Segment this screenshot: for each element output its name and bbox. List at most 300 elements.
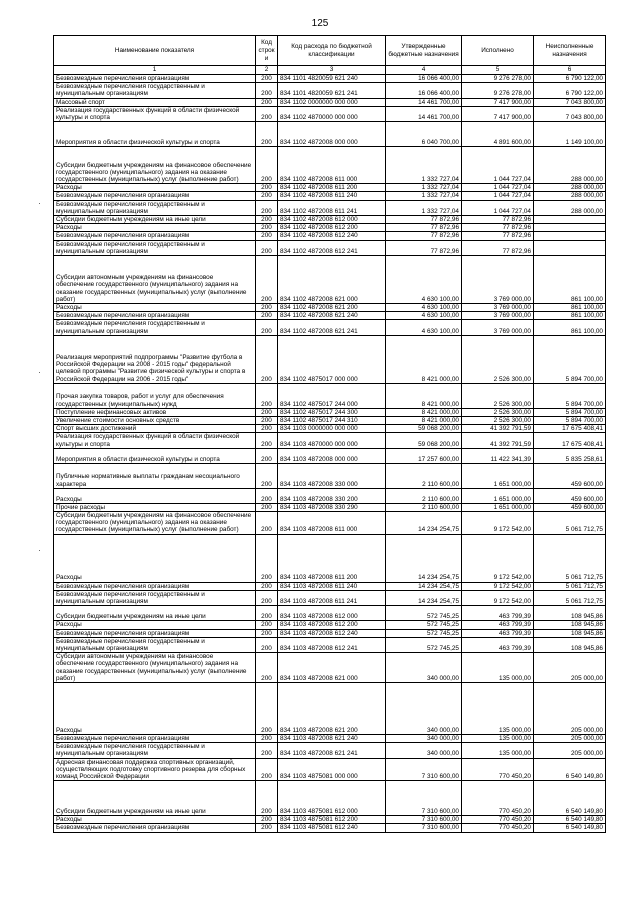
row-line-code: 200	[256, 621, 278, 629]
row-name: Безвозмездные перечисления государственным и муниципальным организациям	[54, 83, 256, 98]
row-budget-code: 834 1103 4872008 611 200	[278, 534, 386, 582]
row-name: Прочие расходы	[54, 503, 256, 511]
row-name: Безвозмездные перечисления организациям	[54, 192, 256, 200]
row-executed: 3 769 000,00	[462, 304, 534, 312]
table-row	[54, 512, 606, 535]
row-executed: 77 872,96	[462, 232, 534, 240]
row-executed: 463 799,39	[462, 606, 534, 621]
row-name: Безвозмездные перечисления организациям	[54, 75, 256, 83]
row-name: Мероприятия в области физической культуры и спорта	[54, 448, 256, 463]
row-approved: 572 745,25	[386, 637, 462, 652]
row-unexecuted: 6 540 149,80	[534, 816, 606, 824]
row-line-code: 200	[256, 312, 278, 320]
table-row	[54, 192, 606, 200]
row-executed: 77 872,96	[462, 216, 534, 224]
row-line-code: 200	[256, 256, 278, 304]
row-budget-code: 834 1103 4872008 621 200	[278, 682, 386, 734]
row-approved: 2 110 600,00	[386, 463, 462, 488]
table-row	[54, 304, 606, 312]
row-budget-code: 834 1103 4872008 000 000	[278, 448, 386, 463]
row-approved: 8 421 000,00	[386, 417, 462, 425]
row-executed: 770 450,20	[462, 781, 534, 816]
table-row	[54, 653, 606, 683]
row-budget-code: 834 1102 4875017 244 310	[278, 417, 386, 425]
column-index: 5	[462, 66, 534, 75]
row-approved: 14 234 254,75	[386, 590, 462, 605]
table-row	[54, 83, 606, 98]
row-unexecuted: 459 600,00	[534, 488, 606, 503]
row-line-code: 200	[256, 534, 278, 582]
table-row	[54, 433, 606, 448]
row-unexecuted: 1 149 100,00	[534, 122, 606, 147]
row-name: Реализация государственных функций в области физической культуры и спорта	[54, 433, 256, 448]
row-unexecuted: 108 945,86	[534, 637, 606, 652]
row-budget-code: 834 1102 4872008 621 241	[278, 320, 386, 335]
table-row	[54, 425, 606, 433]
row-unexecuted: 6 540 149,80	[534, 824, 606, 832]
row-approved: 59 068 200,00	[386, 425, 462, 433]
row-approved: 77 872,96	[386, 224, 462, 232]
row-budget-code: 834 1102 4872008 621 000	[278, 256, 386, 304]
row-executed: 1 651 000,00	[462, 463, 534, 488]
row-name: Расходы	[54, 488, 256, 503]
row-line-code: 200	[256, 106, 278, 121]
row-approved: 7 310 600,00	[386, 816, 462, 824]
header-line-code: Код строк и	[256, 36, 278, 66]
row-executed: 1 044 727,04	[462, 147, 534, 184]
table-row	[54, 335, 606, 383]
row-executed: 2 526 300,00	[462, 383, 534, 408]
row-approved: 14 234 254,75	[386, 512, 462, 535]
margin-mark: ·	[38, 198, 41, 208]
row-executed: 463 799,39	[462, 621, 534, 629]
row-unexecuted: 6 790 122,00	[534, 83, 606, 98]
row-name: Расходы	[54, 304, 256, 312]
row-line-code: 200	[256, 83, 278, 98]
row-name: Безвозмездные перечисления государственным и муниципальным организациям	[54, 590, 256, 605]
row-line-code: 200	[256, 408, 278, 416]
table-row	[54, 582, 606, 590]
row-name: Субсидии бюджетным учреждениям на финансовое обеспечение государственного (муниципального) задания на оказание государственных (муниципальных) услуг (выполнение работ)	[54, 147, 256, 184]
row-line-code: 200	[256, 122, 278, 147]
table-row	[54, 682, 606, 734]
row-name: Субсидии бюджетным учреждениям на финансовое обеспечение государственного (муниципального) задания на оказание государственных (муниципальных) услуг (выполнение работ)	[54, 512, 256, 535]
row-unexecuted: 5 894 700,00	[534, 335, 606, 383]
row-unexecuted: 5 894 700,00	[534, 383, 606, 408]
row-name: Субсидии автономным учреждениям на финансовое обеспечение государственного (муниципального) задания на оказание государственных (муниципальных) услуг (выполнение работ)	[54, 256, 256, 304]
row-name: Безвозмездные перечисления организациям	[54, 582, 256, 590]
row-budget-code: 834 1103 4875081 612 240	[278, 824, 386, 832]
row-budget-code: 834 1101 4820059 621 241	[278, 83, 386, 98]
row-budget-code: 834 1102 0000000 000 000	[278, 98, 386, 106]
row-budget-code: 834 1103 4875081 000 000	[278, 758, 386, 781]
row-executed: 41 392 791,59	[462, 425, 534, 433]
row-name: Спорт высших достижений	[54, 425, 256, 433]
row-approved: 16 066 400,00	[386, 75, 462, 83]
row-budget-code: 834 1102 4872008 612 240	[278, 232, 386, 240]
column-index: 3	[278, 66, 386, 75]
row-line-code: 200	[256, 240, 278, 255]
row-approved: 572 745,25	[386, 621, 462, 629]
row-budget-code: 834 1102 4872008 000 000	[278, 122, 386, 147]
table-row	[54, 216, 606, 224]
row-unexecuted: 861 100,00	[534, 320, 606, 335]
row-approved: 572 745,25	[386, 629, 462, 637]
row-name: Безвозмездные перечисления государственным и муниципальным организациям	[54, 320, 256, 335]
row-approved: 77 872,96	[386, 240, 462, 255]
row-budget-code: 834 1103 4870000 000 000	[278, 433, 386, 448]
row-approved: 14 234 254,75	[386, 582, 462, 590]
row-executed: 3 769 000,00	[462, 320, 534, 335]
row-budget-code: 834 1102 4872008 612 000	[278, 216, 386, 224]
row-budget-code: 834 1102 4870000 000 000	[278, 106, 386, 121]
row-approved: 340 000,00	[386, 653, 462, 683]
row-unexecuted: 5 835 258,61	[534, 448, 606, 463]
row-name: Безвозмездные перечисления государственным и муниципальным организациям	[54, 240, 256, 255]
row-budget-code: 834 1103 4872008 611 240	[278, 582, 386, 590]
row-approved: 2 110 600,00	[386, 488, 462, 503]
row-approved: 17 257 600,00	[386, 448, 462, 463]
column-index: 4	[386, 66, 462, 75]
row-line-code: 200	[256, 200, 278, 215]
row-approved: 14 461 700,00	[386, 106, 462, 121]
row-line-code: 200	[256, 335, 278, 383]
row-name: Субсидии бюджетным учреждениям на иные цели	[54, 606, 256, 621]
row-name: Безвозмездные перечисления организациям	[54, 629, 256, 637]
row-line-code: 200	[256, 816, 278, 824]
row-unexecuted: 5 061 712,75	[534, 534, 606, 582]
header-unexecuted: Неисполненные назначения	[534, 36, 606, 66]
row-budget-code: 834 1102 4872008 621 240	[278, 312, 386, 320]
row-executed: 2 526 300,00	[462, 408, 534, 416]
table-row	[54, 781, 606, 816]
row-name: Расходы	[54, 534, 256, 582]
row-approved: 8 421 000,00	[386, 383, 462, 408]
row-executed: 135 000,00	[462, 734, 534, 742]
row-line-code: 200	[256, 582, 278, 590]
row-name: Безвозмездные перечисления государственным и муниципальным организациям	[54, 637, 256, 652]
header-name: Наименование показателя	[54, 36, 256, 66]
row-line-code: 200	[256, 682, 278, 734]
row-name: Реализация мероприятий подпрограммы "Развитие футбола в Российской Федерации на 2008 - 2015 годы" федеральной целевой программы "Развитие физической культуры и спорта в Российской Федерации на 2006 - 2015 годы"	[54, 335, 256, 383]
row-line-code: 200	[256, 824, 278, 832]
row-name: Публичные нормативные выплаты гражданам несоциального характера	[54, 463, 256, 488]
row-budget-code: 834 1102 4872008 611 000	[278, 147, 386, 184]
row-budget-code: 834 1103 4872008 612 241	[278, 637, 386, 652]
row-unexecuted	[534, 240, 606, 255]
row-name: Массовый спорт	[54, 98, 256, 106]
row-executed: 7 417 900,00	[462, 106, 534, 121]
row-budget-code: 834 1103 4872008 330 290	[278, 503, 386, 511]
row-budget-code: 834 1101 4820059 621 240	[278, 75, 386, 83]
row-budget-code: 834 1102 4872008 621 200	[278, 304, 386, 312]
row-approved: 6 040 700,00	[386, 122, 462, 147]
row-budget-code: 834 1102 4872008 611 200	[278, 184, 386, 192]
row-executed: 463 799,39	[462, 637, 534, 652]
row-executed: 2 526 300,00	[462, 417, 534, 425]
row-executed: 9 172 542,00	[462, 590, 534, 605]
row-name: Реализация государственных функций в области физической культуры и спорта	[54, 106, 256, 121]
row-unexecuted: 5 061 712,75	[534, 590, 606, 605]
row-unexecuted: 861 100,00	[534, 256, 606, 304]
row-budget-code: 834 1102 4875017 244 000	[278, 383, 386, 408]
row-unexecuted: 205 000,00	[534, 734, 606, 742]
row-approved: 14 461 700,00	[386, 98, 462, 106]
row-approved: 7 310 600,00	[386, 758, 462, 781]
row-name: Прочая закупка товаров, работ и услуг для обеспечения государственных (муниципальных) нужд	[54, 383, 256, 408]
row-budget-code: 834 1103 4872008 611 000	[278, 512, 386, 535]
row-unexecuted: 7 043 800,00	[534, 106, 606, 121]
row-line-code: 200	[256, 758, 278, 781]
row-unexecuted: 288 000,00	[534, 192, 606, 200]
table-row	[54, 184, 606, 192]
row-name: Расходы	[54, 816, 256, 824]
row-name: Безвозмездные перечисления государственным и муниципальным организациям	[54, 200, 256, 215]
table-row	[54, 534, 606, 582]
row-budget-code: 834 1103 4872008 330 200	[278, 488, 386, 503]
row-approved: 7 310 600,00	[386, 824, 462, 832]
table-row	[54, 106, 606, 121]
table-row	[54, 488, 606, 503]
row-unexecuted: 861 100,00	[534, 304, 606, 312]
row-name: Расходы	[54, 621, 256, 629]
table-row	[54, 312, 606, 320]
table-row	[54, 147, 606, 184]
row-unexecuted: 7 043 800,00	[534, 98, 606, 106]
row-budget-code: 834 1103 4872008 621 000	[278, 653, 386, 683]
row-name: Безвозмездные перечисления организациям	[54, 824, 256, 832]
row-executed: 135 000,00	[462, 653, 534, 683]
row-name: Субсидии бюджетным учреждениям на иные цели	[54, 216, 256, 224]
row-budget-code: 834 1102 4875017 244 300	[278, 408, 386, 416]
table-row	[54, 408, 606, 416]
row-budget-code: 834 1102 4872008 611 240	[278, 192, 386, 200]
header-row	[54, 36, 606, 66]
row-executed: 1 651 000,00	[462, 488, 534, 503]
row-name: Безвозмездные перечисления организациям	[54, 312, 256, 320]
row-line-code: 200	[256, 98, 278, 106]
row-budget-code: 834 1103 4872008 612 240	[278, 629, 386, 637]
row-unexecuted: 6 540 149,80	[534, 781, 606, 816]
row-executed: 41 392 791,59	[462, 433, 534, 448]
table-row	[54, 743, 606, 758]
table-row	[54, 590, 606, 605]
row-budget-code: 834 1102 4875017 000 000	[278, 335, 386, 383]
row-line-code: 200	[256, 629, 278, 637]
row-approved: 1 332 727,04	[386, 200, 462, 215]
budget-table	[53, 35, 606, 833]
row-unexecuted: 17 675 408,41	[534, 433, 606, 448]
table-row	[54, 448, 606, 463]
row-line-code: 200	[256, 216, 278, 224]
row-executed: 9 276 278,00	[462, 83, 534, 98]
row-name: Безвозмездные перечисления государственным и муниципальным организациям	[54, 743, 256, 758]
header-approved: Утвержденные бюджетные назначения	[386, 36, 462, 66]
row-budget-code: 834 1103 4872008 611 241	[278, 590, 386, 605]
row-budget-code: 834 1102 4872008 611 241	[278, 200, 386, 215]
column-index: 2	[256, 66, 278, 75]
row-executed: 77 872,96	[462, 224, 534, 232]
table-row	[54, 240, 606, 255]
row-name: Увеличение стоимости основных средств	[54, 417, 256, 425]
row-unexecuted: 288 000,00	[534, 200, 606, 215]
row-unexecuted: 5 061 712,75	[534, 582, 606, 590]
row-approved: 1 332 727,04	[386, 192, 462, 200]
row-name: Безвозмездные перечисления организациям	[54, 232, 256, 240]
table-row	[54, 320, 606, 335]
row-executed: 135 000,00	[462, 682, 534, 734]
row-executed: 11 422 341,39	[462, 448, 534, 463]
row-name: Расходы	[54, 184, 256, 192]
table-row	[54, 417, 606, 425]
row-executed: 2 526 300,00	[462, 335, 534, 383]
row-line-code: 200	[256, 734, 278, 742]
row-line-code: 200	[256, 606, 278, 621]
row-unexecuted	[534, 224, 606, 232]
row-line-code: 200	[256, 147, 278, 184]
row-line-code: 200	[256, 637, 278, 652]
row-approved: 1 332 727,04	[386, 184, 462, 192]
row-line-code: 200	[256, 304, 278, 312]
row-executed: 3 769 000,00	[462, 312, 534, 320]
table-row	[54, 758, 606, 781]
table-row	[54, 98, 606, 106]
row-budget-code: 834 1103 4875081 612 000	[278, 781, 386, 816]
row-line-code: 200	[256, 224, 278, 232]
column-index: 1	[54, 66, 256, 75]
row-approved: 2 110 600,00	[386, 503, 462, 511]
row-executed: 4 891 600,00	[462, 122, 534, 147]
row-line-code: 200	[256, 425, 278, 433]
header-budget-code: Код расхода по бюджетной классификации	[278, 36, 386, 66]
row-budget-code: 834 1103 4872008 612 200	[278, 621, 386, 629]
row-budget-code: 834 1103 4872008 621 240	[278, 734, 386, 742]
row-budget-code: 834 1102 4872008 612 241	[278, 240, 386, 255]
table-row	[54, 503, 606, 511]
table-row	[54, 75, 606, 83]
row-name: Безвозмездные перечисления организациям	[54, 734, 256, 742]
row-approved: 7 310 600,00	[386, 781, 462, 816]
row-unexecuted: 5 061 712,75	[534, 512, 606, 535]
row-unexecuted: 108 945,86	[534, 606, 606, 621]
row-line-code: 200	[256, 512, 278, 535]
row-executed: 1 044 727,04	[462, 200, 534, 215]
row-budget-code: 834 1103 0000000 000 000	[278, 425, 386, 433]
row-executed: 1 044 727,04	[462, 184, 534, 192]
row-approved: 16 066 400,00	[386, 83, 462, 98]
row-unexecuted	[534, 232, 606, 240]
row-unexecuted: 108 945,86	[534, 629, 606, 637]
row-approved: 77 872,96	[386, 232, 462, 240]
row-name: Субсидии автономным учреждениям на финансовое обеспечение государственного (муниципального) задания на оказание государственных (муниципальных) услуг (выполнение работ)	[54, 653, 256, 683]
table-row	[54, 824, 606, 832]
row-name: Адресная финансовая поддержка спортивных организаций, осуществляющих подготовку спортивного резерва для сборных команд Российской Федерации	[54, 758, 256, 781]
row-name: Мероприятия в области физической культуры и спорта	[54, 122, 256, 147]
column-index: 6	[534, 66, 606, 75]
row-approved: 14 234 254,75	[386, 534, 462, 582]
row-approved: 77 872,96	[386, 216, 462, 224]
table-row	[54, 816, 606, 824]
row-unexecuted: 6 790 122,00	[534, 75, 606, 83]
table-row	[54, 621, 606, 629]
row-name: Расходы	[54, 682, 256, 734]
row-line-code: 200	[256, 448, 278, 463]
row-name: Субсидии бюджетным учреждениям на иные цели	[54, 781, 256, 816]
row-approved: 4 630 100,00	[386, 312, 462, 320]
row-unexecuted: 5 894 700,00	[534, 408, 606, 416]
row-executed: 1 044 727,04	[462, 192, 534, 200]
row-budget-code: 834 1102 4872008 612 200	[278, 224, 386, 232]
row-executed: 1 651 000,00	[462, 503, 534, 511]
row-unexecuted: 205 000,00	[534, 743, 606, 758]
row-approved: 340 000,00	[386, 734, 462, 742]
table-row	[54, 232, 606, 240]
row-budget-code: 834 1103 4872008 621 241	[278, 743, 386, 758]
row-line-code: 200	[256, 463, 278, 488]
row-executed: 9 276 278,00	[462, 75, 534, 83]
row-name: Поступление нефинансовых активов	[54, 408, 256, 416]
row-executed: 463 799,39	[462, 629, 534, 637]
column-index-row	[54, 66, 606, 75]
row-unexecuted: 6 540 149,80	[534, 758, 606, 781]
row-unexecuted: 288 000,00	[534, 184, 606, 192]
row-approved: 572 745,25	[386, 606, 462, 621]
row-approved: 8 421 000,00	[386, 408, 462, 416]
row-line-code: 200	[256, 232, 278, 240]
table-row	[54, 629, 606, 637]
row-executed: 7 417 900,00	[462, 98, 534, 106]
row-line-code: 200	[256, 320, 278, 335]
table-row	[54, 200, 606, 215]
row-line-code: 200	[256, 488, 278, 503]
row-name: Расходы	[54, 224, 256, 232]
page-number: 125	[311, 18, 329, 29]
row-approved: 340 000,00	[386, 743, 462, 758]
row-unexecuted: 205 000,00	[534, 682, 606, 734]
table-row	[54, 734, 606, 742]
row-budget-code: 834 1103 4875081 612 200	[278, 816, 386, 824]
row-budget-code: 834 1103 4872008 330 000	[278, 463, 386, 488]
row-unexecuted: 5 894 700,00	[534, 417, 606, 425]
row-unexecuted: 108 945,86	[534, 621, 606, 629]
row-line-code: 200	[256, 383, 278, 408]
row-approved: 4 630 100,00	[386, 304, 462, 312]
table-row	[54, 256, 606, 304]
header-executed: Исполнено	[462, 36, 534, 66]
row-line-code: 200	[256, 653, 278, 683]
margin-mark: ·	[38, 545, 41, 555]
table-row	[54, 606, 606, 621]
row-approved: 59 068 200,00	[386, 433, 462, 448]
row-executed: 77 872,96	[462, 240, 534, 255]
row-unexecuted: 17 675 408,41	[534, 425, 606, 433]
row-line-code: 200	[256, 743, 278, 758]
row-line-code: 200	[256, 417, 278, 425]
table-row	[54, 224, 606, 232]
table-row	[54, 463, 606, 488]
row-executed: 770 450,20	[462, 816, 534, 824]
margin-mark: ·	[38, 367, 41, 377]
row-unexecuted: 205 000,00	[534, 653, 606, 683]
table-row	[54, 637, 606, 652]
row-line-code: 200	[256, 503, 278, 511]
row-executed: 9 172 542,00	[462, 512, 534, 535]
row-executed: 3 769 000,00	[462, 256, 534, 304]
table-row	[54, 122, 606, 147]
row-budget-code: 834 1103 4872008 612 000	[278, 606, 386, 621]
row-unexecuted: 459 600,00	[534, 503, 606, 511]
table-row	[54, 383, 606, 408]
